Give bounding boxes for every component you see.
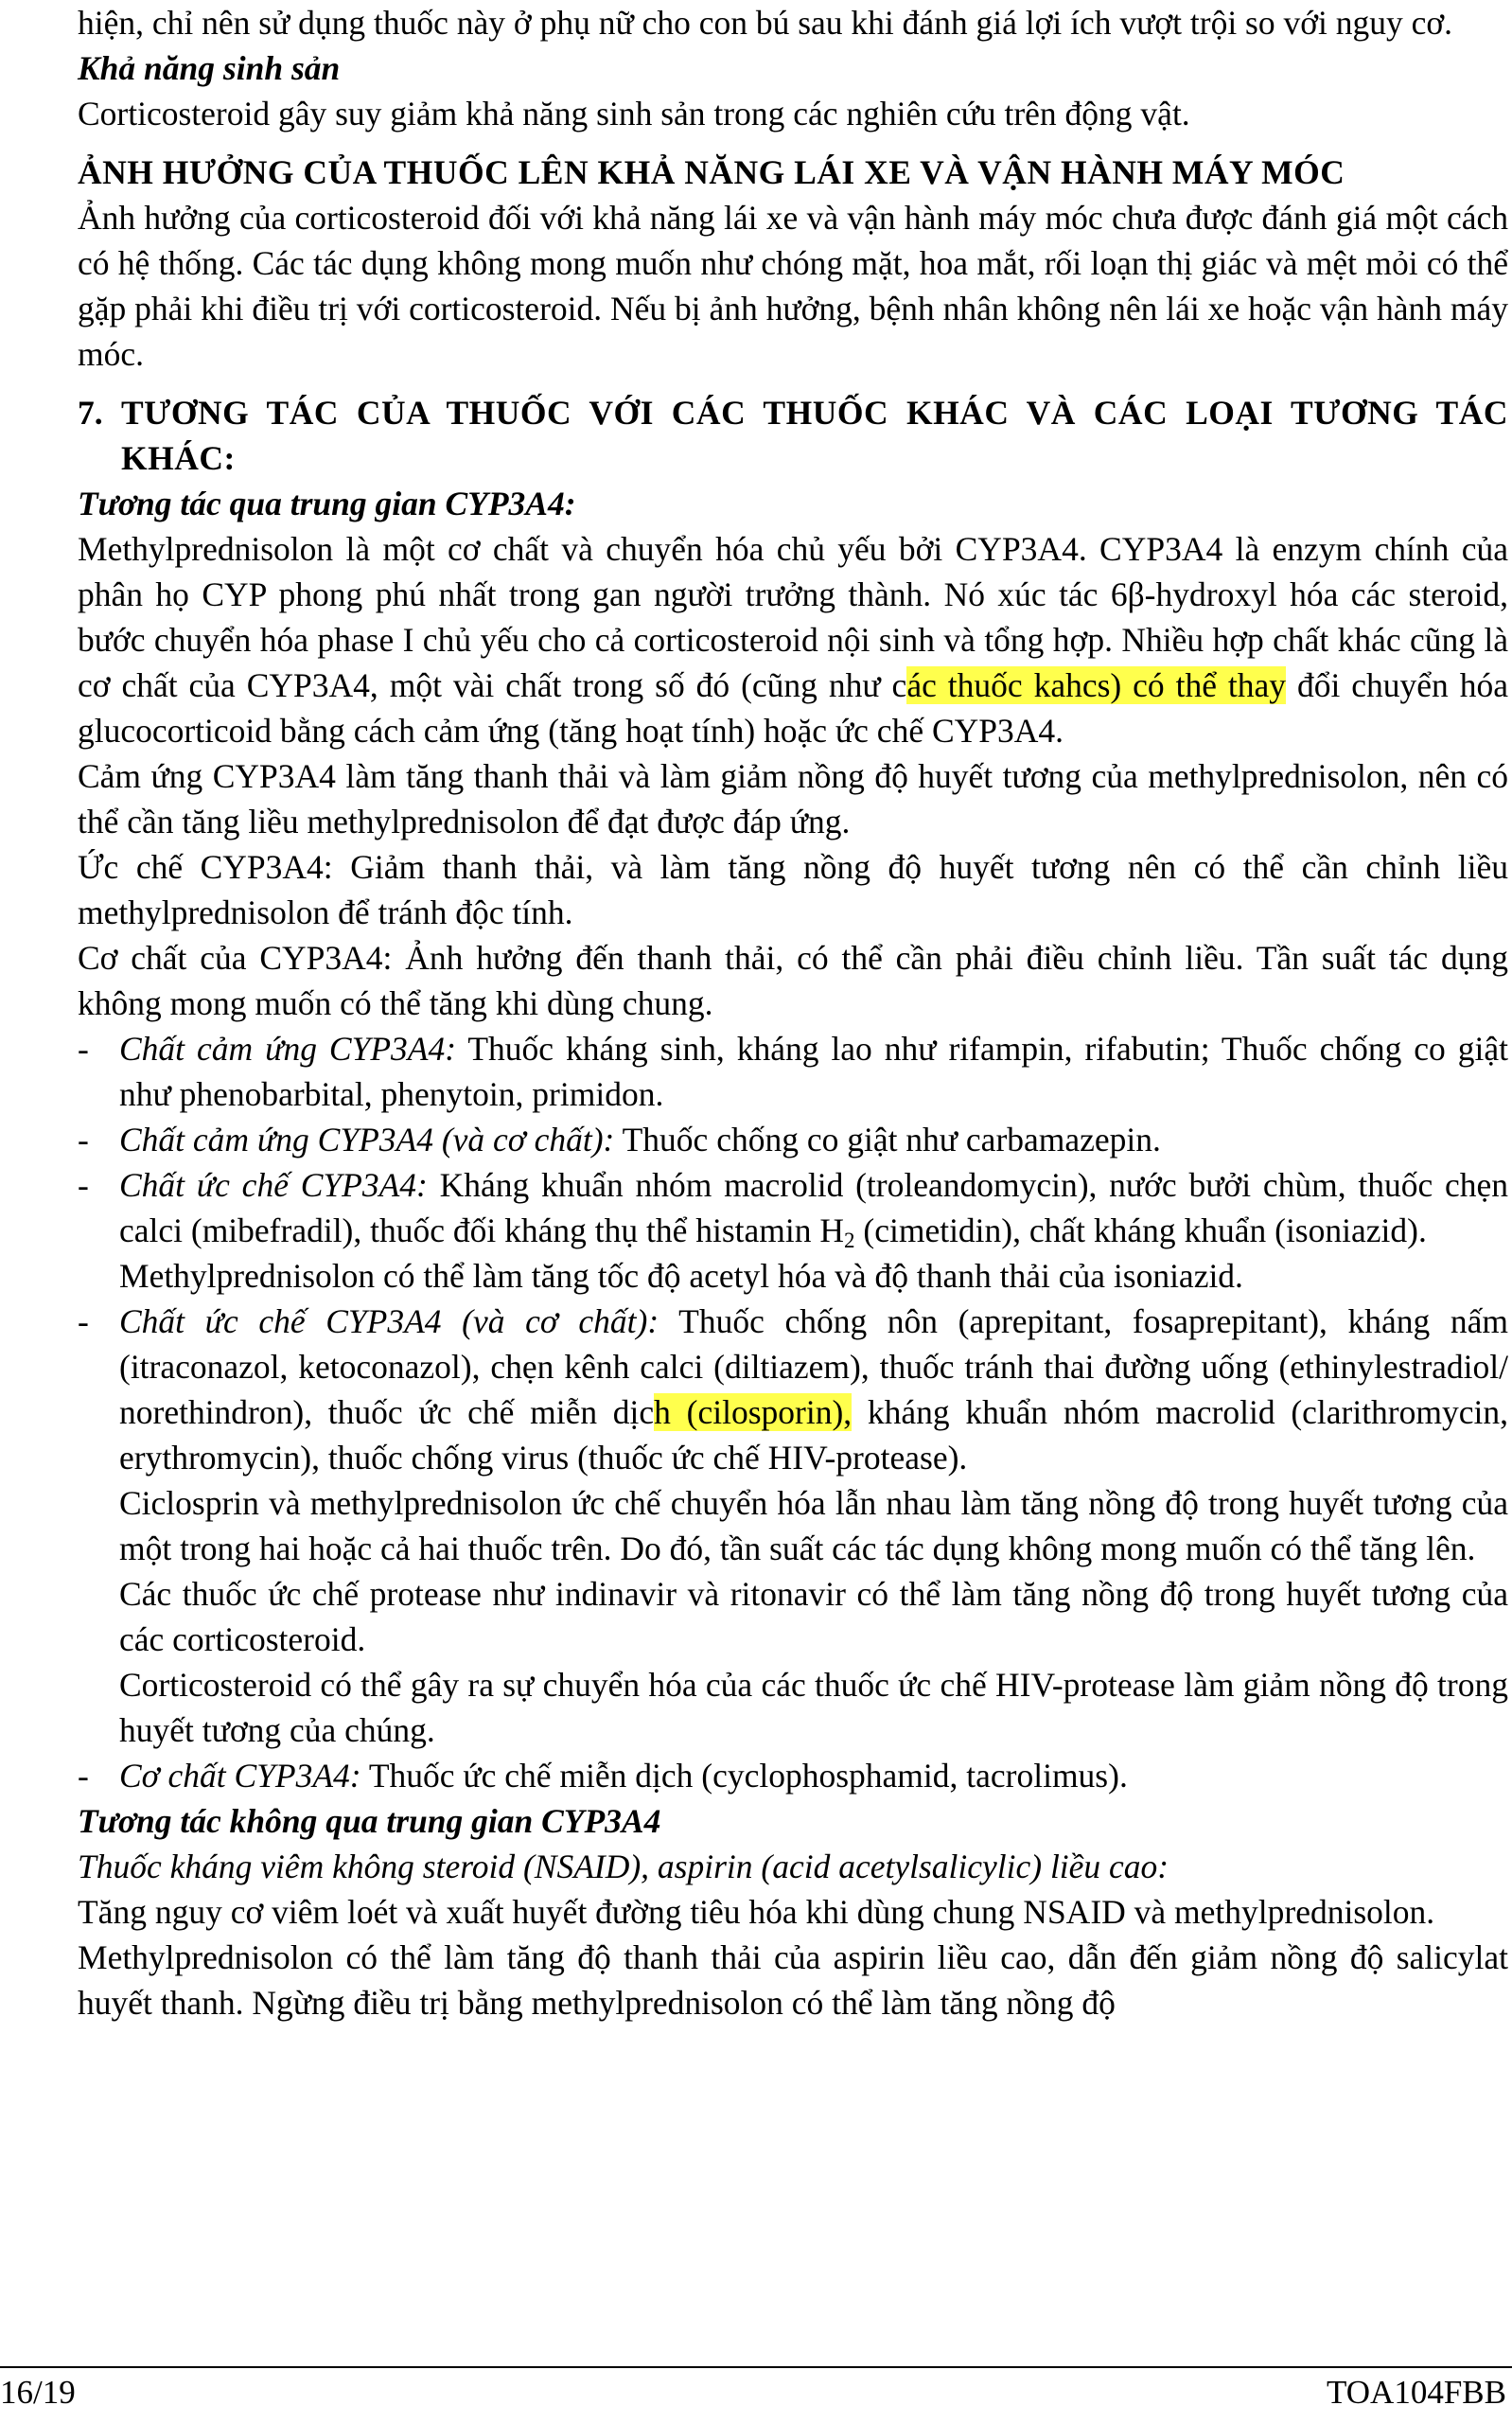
nsaid-paragraph-2: Methylprednisolon có thể làm tăng độ thanh thải của aspirin liều cao, dẫn đến giảm nồng độ salicylat huyết thanh. Ngừng điều trị bằng methylprednisolon có thể làm tăng nồng độ [78,1938,1508,2022]
cyp-paragraph-1: Methylprednisolon là một cơ chất và chuyển hóa chủ yếu bởi CYP3A4. CYP3A4 là enzym chính của phân họ CYP phong phú nhất trong gan người trưởng thành. Nó xúc tác 6β-hydroxyl hóa các steroid, bước chuyển hóa phase I chủ yếu cho cả corticosteroid nội sinh và tổng hợp. Nhiều hợp chất khác cũng là cơ chất của CYP3A4, một vài chất trong số đó (cũng như các thuốc kahcs) có thể thay đổi chuyển hóa glucocorticoid bằng cách cảm ứng (tăng hoạt tính) hoặc ức chế CYP3A4. [78,530,1508,750]
non-cyp-heading: Tương tác không qua trung gian CYP3A4 [78,1802,661,1840]
cyp-paragraph-3: Ức chế CYP3A4: Giảm thanh thải, và làm tăng nồng độ huyết tương nên có thể cần chỉnh liều methylprednisolon để tránh độc tính. [78,848,1508,931]
highlighted-text: ác thuốc kahcs) có thể thay [906,666,1287,704]
footer-divider [0,2366,1512,2368]
bullet-label: Chất cảm ứng CYP3A4 (và cơ chất): [119,1121,615,1158]
bullet-dash: - [78,1166,89,1204]
bullet-label: Chất cảm ứng CYP3A4: [119,1030,457,1068]
bullet-label: Chất ức chế CYP3A4 (và cơ chất): [119,1302,659,1340]
list-item-inducer: - Chất cảm ứng CYP3A4: Thuốc kháng sinh, kháng lao như rifampin, rifabutin; Thuốc chống co giật như phenobarbital, phenytoin, primidon. [78,1026,1508,1117]
cyp-heading: Tương tác qua trung gian CYP3A4: [78,485,576,522]
section-number: 7. [78,394,103,432]
inhibitor-substrate-note-1: Ciclosprin và methylprednisolon ức chế chuyển hóa lẫn nhau làm tăng nồng độ trong huyết tương của một trong hai hoặc cả hai thuốc trên. Do đó, tần suất các tác dụng không mong muốn có thể tăng lên. [119,1484,1508,1567]
driving-heading: ẢNH HƯỞNG CỦA THUỐC LÊN KHẢ NĂNG LÁI XE VÀ VẬN HÀNH MÁY MÓC [78,153,1345,191]
highlighted-text: h (cilosporin), [654,1393,853,1431]
inhibitor-substrate-note-3: Corticosteroid có thể gây ra sự chuyển hóa của các thuốc ức chế HIV-protease làm giảm nồng độ trong huyết tương của chúng. [119,1666,1508,1749]
nsaid-paragraph-1: Tăng nguy cơ viêm loét và xuất huyết đường tiêu hóa khi dùng chung NSAID và methylprednisolon. [78,1893,1435,1931]
bullet-dash: - [78,1757,89,1795]
bullet-label: Cơ chất CYP3A4: [119,1757,361,1795]
document-page [78,0,1508,2025]
bullet-label: Chất ức chế CYP3A4: [119,1166,428,1204]
document-code: TOA104FBB [1327,2374,1506,2411]
fertility-paragraph: Corticosteroid gây suy giảm khả năng sinh sản trong các nghiên cứu trên động vật. [78,95,1190,133]
list-item-substrate: - Cơ chất CYP3A4: Thuốc ức chế miễn dịch (cyclophosphamid, tacrolimus). [78,1753,1508,1798]
driving-paragraph: Ảnh hưởng của corticosteroid đối với khả năng lái xe và vận hành máy móc chưa được đánh giá một cách có hệ thống. Các tác dụng không mong muốn như chóng mặt, hoa mắt, rối loạn thị giác và mệt mỏi có thể gặp phải khi điều trị với corticosteroid. Nếu bị ảnh hưởng, bệnh nhân không nên lái xe hoặc vận hành máy móc. [78,199,1508,373]
nsaid-heading: Thuốc kháng viêm không steroid (NSAID), aspirin (acid acetylsalicylic) liều cao: [78,1848,1169,1885]
inhibitor-note: Methylprednisolon có thể làm tăng tốc độ acetyl hóa và độ thanh thải của isoniazid. [119,1257,1243,1295]
list-item-inducer-substrate: - Chất cảm ứng CYP3A4 (và cơ chất): Thuốc chống co giật như carbamazepin. [78,1117,1508,1162]
section-7-heading [78,390,1508,481]
list-item-inhibitor-substrate: - Chất ức chế CYP3A4 (và cơ chất): Thuốc chống nôn (aprepitant, fosaprepitant), kháng nấm (itraconazol, ketoconazol), chẹn kênh calci (diltiazem), thuốc tránh thai đường uống (ethinylestradiol/ norethindron), thuốc ức chế miễn dịch (cilosporin), kháng khuẩn nhóm macrolid (clarithromycin, erythromycin), thuốc chống virus (thuốc ức chế HIV-protease). [78,1299,1508,1480]
inhibitor-substrate-note-2: Các thuốc ức chế protease như indinavir và ritonavir có thể làm tăng nồng độ trong huyết tương của các corticosteroid. [119,1575,1508,1658]
cyp-paragraph-4: Cơ chất của CYP3A4: Ảnh hưởng đến thanh thải, có thể cần phải điều chỉnh liều. Tần suất tác dụng không mong muốn có thể tăng khi dùng chung. [78,939,1508,1022]
bullet-dash: - [78,1121,89,1158]
page-number: 16/19 [0,2374,76,2411]
intro-paragraph: hiện, chỉ nên sử dụng thuốc này ở phụ nữ cho con bú sau khi đánh giá lợi ích vượt trội so với nguy cơ. [78,4,1453,42]
bullet-dash: - [78,1302,89,1340]
cyp-paragraph-2: Cảm ứng CYP3A4 làm tăng thanh thải và làm giảm nồng độ huyết tương của methylprednisolon, nên có thể cần tăng liều methylprednisolon để đạt được đáp ứng. [78,757,1508,840]
section-title: TƯƠNG TÁC CỦA THUỐC VỚI CÁC THUỐC KHÁC VÀ CÁC LOẠI TƯƠNG TÁC KHÁC: [121,394,1508,477]
list-item-inhibitor: - Chất ức chế CYP3A4: Kháng khuẩn nhóm macrolid (troleandomycin), nước bưởi chùm, thuốc chẹn calci (mibefradil), thuốc đối kháng thụ thể histamin $H_2$ (cimetidin), chất kháng khuẩn (isoniazid). [78,1162,1508,1253]
bullet-dash: - [78,1030,89,1068]
fertility-heading: Khả năng sinh sản [78,49,341,87]
